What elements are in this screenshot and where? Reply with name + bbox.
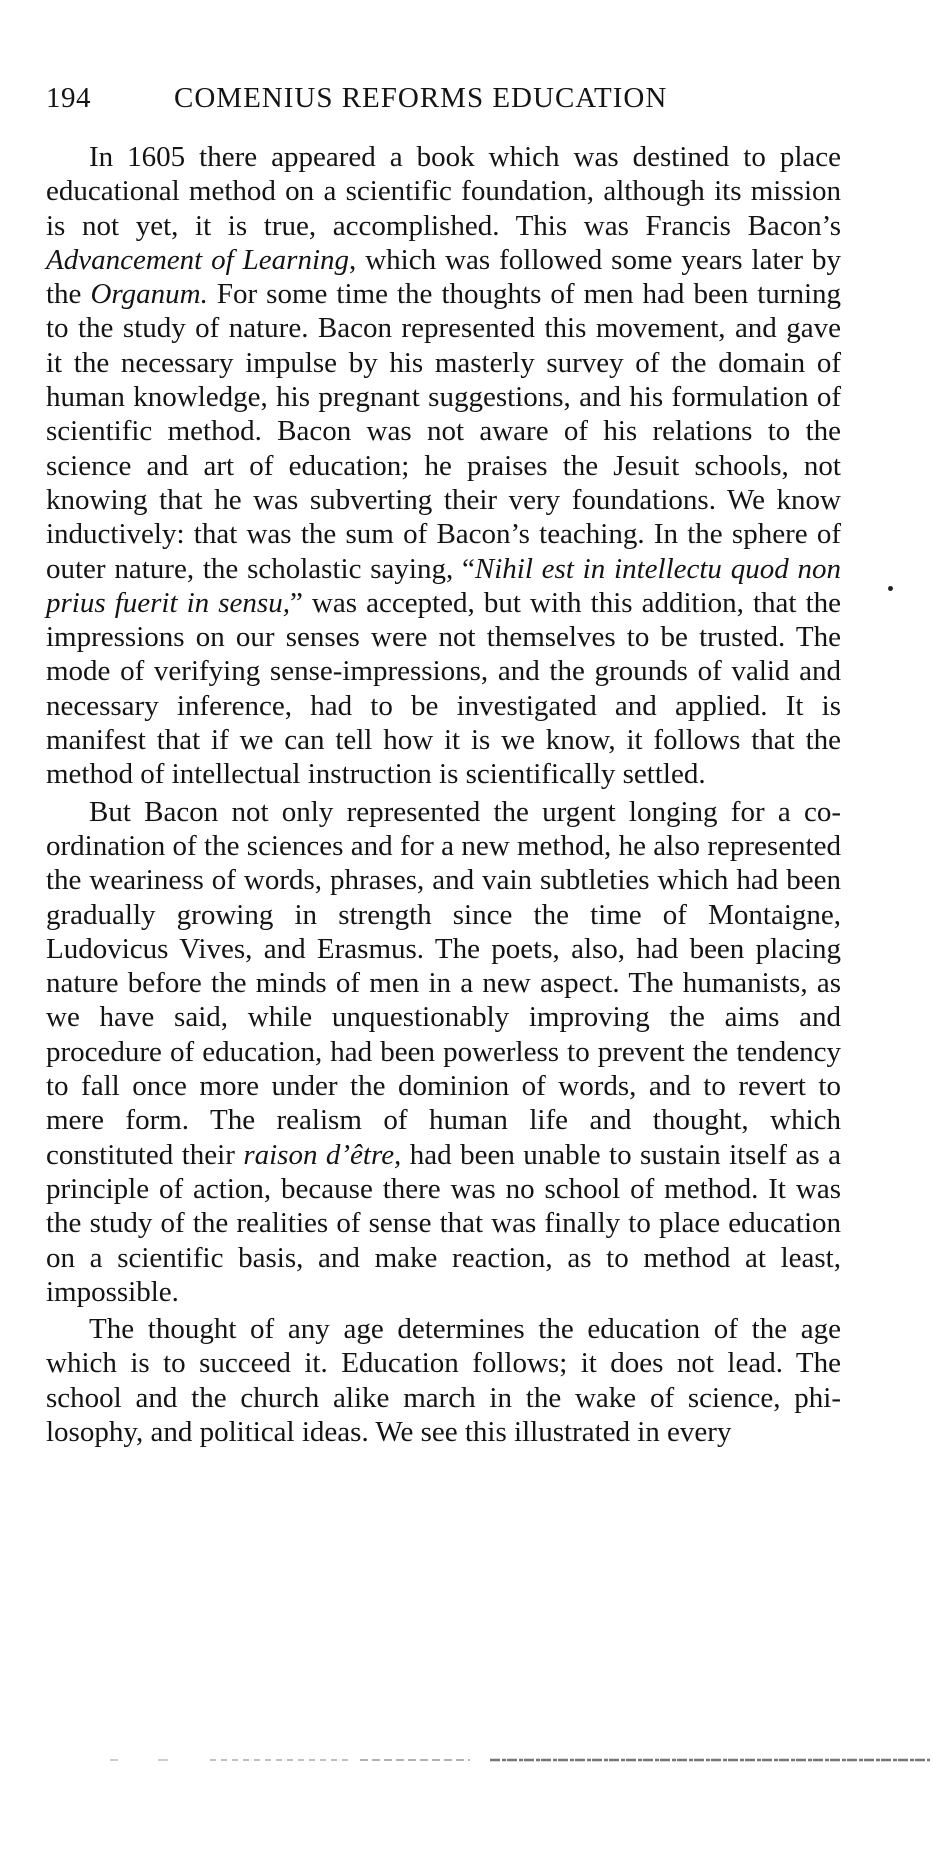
body-text (46, 140, 841, 1449)
text-run: ” was accepted, but with this addition, that the impressions on our senses were not themselves to be trusted. The mode of verifying sense-impressions, and the grounds of valid and necessary inference, had to be investigated and applied. It is manifest that if we can tell how it is we know, it follows that the method of intellectual instruction is scientifically settled. (46, 586, 841, 791)
running-title: COMENIUS REFORMS EDUCATION (174, 82, 668, 114)
text-run: In 1605 there appeared a book which was destined to place educational method on a scientific foundation, although its mission is not yet, it is true, accomplished. This was Francis Bacon’s (46, 141, 841, 242)
paragraph-thought-of-any-age (46, 1312, 841, 1449)
text-run: The thought of any age determines the education of the age which is to succeed it. Education follows; it does not lead. The school and the church alike march in the wake of science, philosophy, and political ideas. We see this illustrated in every (46, 1313, 841, 1448)
page-number: 194 (46, 82, 91, 114)
text-run: , which was followed some years later by the (46, 243, 841, 311)
scan-noise-line (110, 1756, 930, 1764)
paragraph-weariness-of-words (46, 795, 841, 1309)
book-title-advancement: Advancement of Learning (46, 243, 350, 276)
text-run: For some time the thoughts of men had been turning to the study of nature. Bacon represented this movement, and gave it the necessary impulse by his masterly survey of the domain of human knowledge, his pregnant suggestions, and his formulation of scientific method. Bacon was not aware of his relations to the science and art of education; he praises the Jesuit schools, not knowing that he was subverting their very foundations. We know inductively: that was the sum of Bacon’s teaching. In the sphere of outer nature, the scholastic saying, “ (46, 278, 841, 585)
text-run: had been unable to sustain itself as a principle of action, because there was no school of method. It was the study of the realities of sense that was finally to place education on a scientific basis, and make reaction, as to method at least, impossible. (46, 1138, 841, 1308)
book-title-organum: Organum. (90, 278, 208, 311)
paragraph-bacon-advancement (46, 140, 841, 792)
text-run: But Bacon not only represented the urgent longing for a coordination of the sciences and for a new method, he also represented the weariness of words, phrases, and vain subtleties which had been gradually growing in strength since the time of Montaigne, Ludovicus Vives, and Erasmus. The poets, also, had been placing nature before the minds of men in a new aspect. The humanists, as we have said, while unquestionably improving the aims and procedure of education, had been powerless to prevent the tendency to fall once more under the dominion of words, and to revert to mere form. The realism of human life and thought, which constituted their (46, 795, 841, 1171)
phrase-raison-detre: raison d’être, (243, 1138, 402, 1171)
running-head (46, 82, 846, 122)
latin-quotation: Nihil est in intellectu quod non prius fuerit in sensu, (46, 552, 842, 619)
margin-dot (888, 586, 893, 591)
